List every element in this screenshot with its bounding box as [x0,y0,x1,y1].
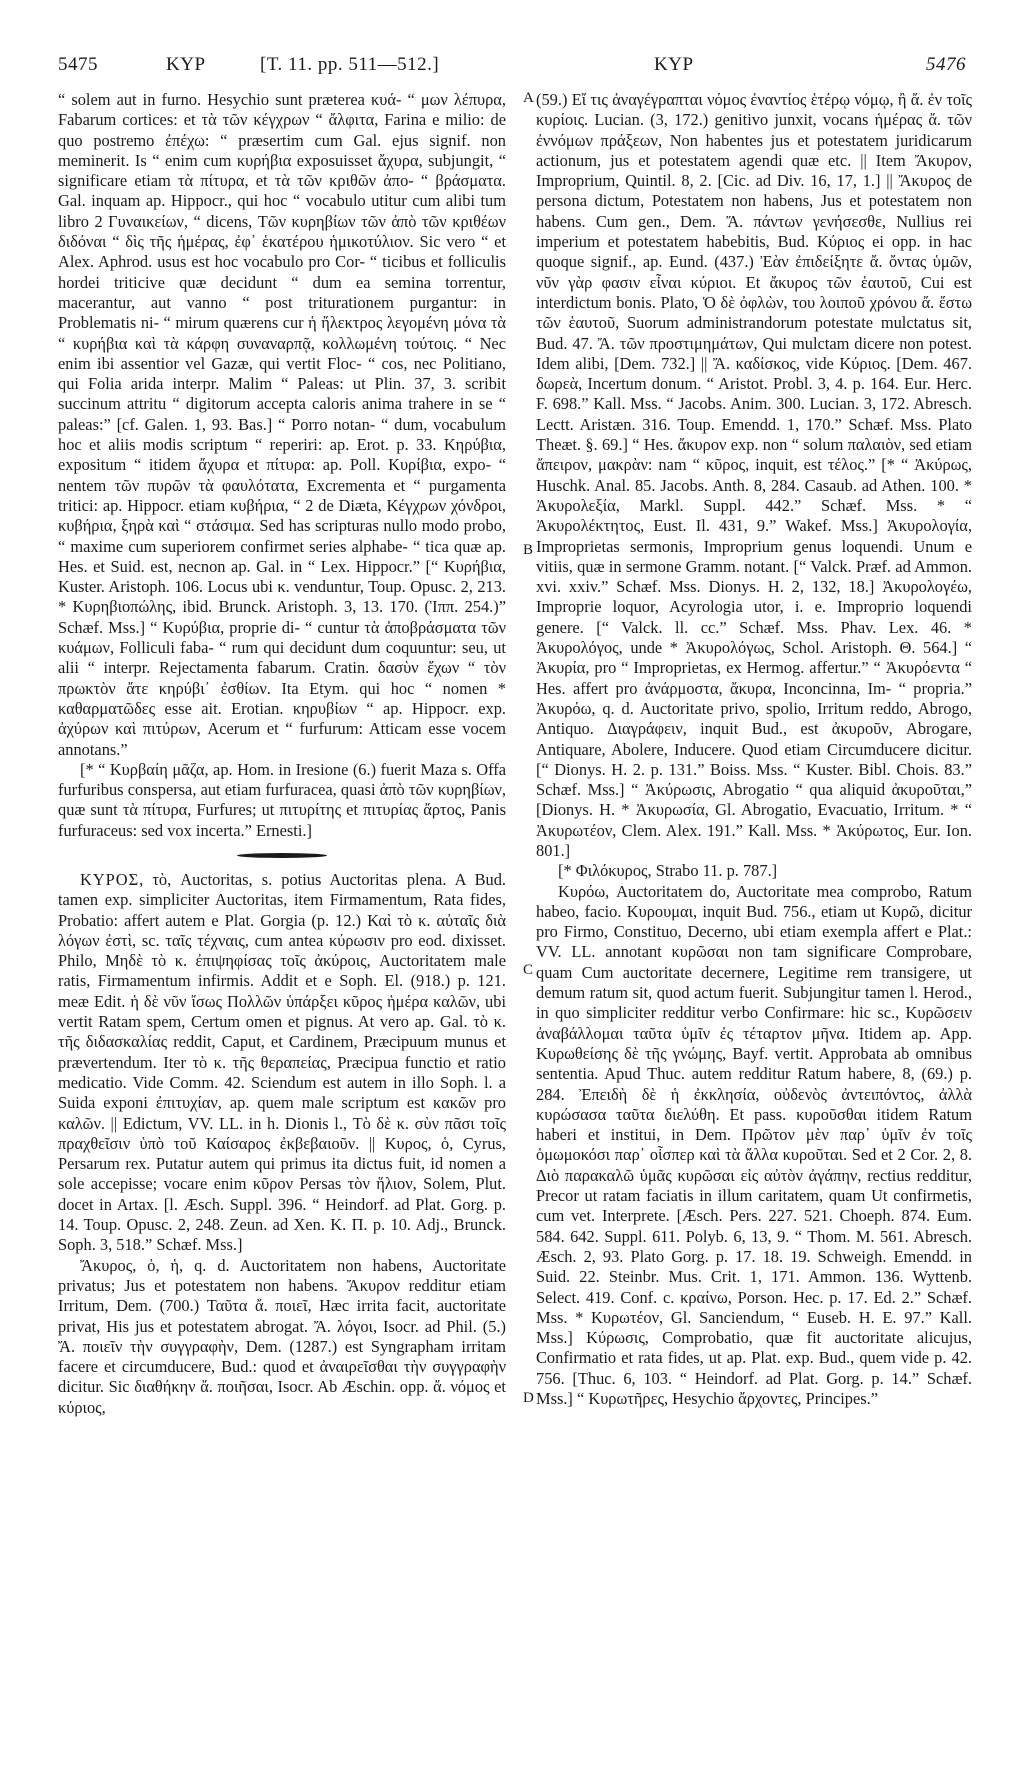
margin-letter-a: A [523,90,534,106]
entry-akyros-continued: (59.) Εἴ τις ἀναγέγραπται νόμος ἐναντίος ἑτέρῳ νόμῳ, ἢ ἄ. ἐν τοῖς κυρίοις. Lucian. (3, 172.) genitivo junxit, vocans ἡμέρας ἄ. τῶν ἐννόμων πράξεων, Non habentes jus et potestatem juridicarum actionum, jus et potestatem agendi quæ etc. || Item Ἄκυρον, Improprium, Quintil. 8, 2. [Cic. ad Div. 16, 17, 1.] || Ἄκυρος de persona dictum, Potestatem non habens, Jus et potestatem non habens. Cum gen., Dem. Ἄ. πάντων γενήσεσθε, Nullius rei imperium et potestatem habebitis, Bud. Κύριος ei opp. in hac quoque signif., ap. Eund. (437.) Ἐὰν ἐπιδείξητε ἄ. ὄντας ὑμῶν, νῦν γὰρ φασιν εἶναι κύριοι. Et ἄκυρος τῶν ἑαυτοῦ, Cui est interdictum bonis. Plato, Ὁ δὲ ὀφλὼν, του λοιποῦ χρόνου ἄ. ἔστω τῶν ἑαυτοῦ, Suorum administrandorum potestate mulctatus sit, Bud. 47. Ἄ. τῶν προστιμημάτων, Qui mulctam dicere non potest. Idem alibi, [Dem. 732.] || Ἄ. καδίσκος, vide Κύριος. [Dem. 467. δωρεὰ, Incertum donum. “ Aristot. Probl. 3, 4. p. 164. Eur. Herc. F. 698.” Kall. Mss. “ Jacobs. Anim. 300. Lucian. 3, 172. Abresch. Lectt. Aristæn. 316. Toup. Emendd. 1, 170.” Schæf. Mss. Plato Theæt. §. 69.] “ Hes. ἄκυρον exp. non “ solum παλαιὸν, sed etiam ἄπειρον, μακρὰν: nam “ κῦρος, inquit, est τέλος.” [* “ Ἀκύρως, Huschk. Anal. 85. Jacobs. Anth. 8, 284. Casaub. ad Athen. 100. * Ἀκυρολεξία, Markl. Suppl. 442.” Schæf. Mss. * “ Ἀκυρολέκτητος, Eust. Il. 431, 9.” Wakef. Mss.] Ἀκυρολογία, Improprietas sermonis, Improprium genus loquendi. Unum e vitiis, quæ in sermone Gramm. notant. [“ Valck. Præf. ad Ammon. xvi. xxiv.” Schæf. Mss. Dionys. H. 2, 132, 18.] Ἀκυρολογέω, Improprie loquor, Acyrologia utor, i. e. Improprio loquendi genere. [“ Valck. ll. cc.” Schæf. Mss. Phav. Lex. 46. * Ἀκυρολόγος, unde * Ἀκυρολόγως, Schol. Aristoph. Θ. 564.] “ Ἀκυρία, pro “ Improprietas, ex Hermog. affertur.” “ Ἀκυρόεντα “ Hes. affert pro ἀνάρμοστα, ἄκυρα, Inconcinna, Im- “ propria.” Ἀκυρόω, q. d. Auctoritate privo, spolio, Irritum reddo, Abrogo, Antiquo. Διαγράφειν, inquit Bud., est ἀκυροῦν, Abrogare, Antiquare, Abolere, Inducere. Quod etiam Circumducere dicitur. [“ Dionys. H. 2. p. 131.” Boiss. Mss. “ Kuster. Bibl. Chois. 83.” Schæf. Mss.] “ Ἀκύρωσις, Abrogatio “ qua aliquid ἀκυροῦται,” [Dionys. H. * Ἀκυρωσία, Gl. Abrogatio, Evacuatio, Irritum. * “ Ἀκυρωτέον, Clem. Alex. 191.” Kall. Mss. * Ἀκύρωτος, Eur. Ion. 801.] [536,90,972,860]
right-column-number: 5476 [926,54,966,75]
section-divider [237,853,327,858]
margin-letter-b: B [523,542,534,558]
headword-kyros: ΚΥΡΟΣ [80,869,140,889]
margin-letter-d: D [523,1390,534,1406]
entry-kyros-body: , τὸ, Auctoritas, s. potius Auctoritas plena. A Bud. tamen exp. simpliciter Auctoritas, item Firmamentum, Rata fides, Probatio: affert autem e Plat. Gorgia (p. 12.) Καὶ τὸ κ. αὐταῖς διὰ λόγων ἐστὶ, sc. ταῖς τέχναις, cum antea κύρωσιν pro eod. dixisset. Philo, Μηδὲ τὸ κ. ἐπιψηφίσας τοῖς ἀκύροις, Auctoritatem male ratis, Firmamentum infirmis. Addit et e Soph. El. (918.) p. 121. meæ Edit. ἡ δὲ νῦν ἴσως Πολλῶν ὑπάρξει κῦρος ἡμέρα καλῶν, ubi vertit Ratam spem, Certum omen et pignus. At vero ap. Gal. τὸ κ. τῆς διδασκαλίας reddit, Caput, et Cardinem, Præcipuum munus et prævertendum. Iter τὸ κ. τῆς θεραπείας, Præcipua functio et ratio medicatio. Vide Comm. 42. Sciendum est autem in illo Soph. l. a Suida exponi ἐπιτυχίαν, ap. quem male scriptum est κακῶν pro καλῶν. || Edictum, VV. LL. in h. Dionis l., Τὸ δὲ κ. σὺν πᾶσι τοῖς πραχθεῖσιν ὑπὸ τοῦ Καίσαρος ἐκβεβαιοῦν. || Κυρος, ὁ, Cyrus, Persarum rex. Putatur autem qui primus ita dictus fuit, id nomen a sole accepisse; vocare enim κῦρον Persas τὸν ἥλιον, Solem, Plut. docet in Artax. [l. Æsch. Suppl. 396. “ Heindorf. ad Plat. Gorg. p. 14. Toup. Opusc. 2, 248. Zeun. ad Xen. K. Π. p. 10. Adj., Brunck. Soph. 3, 518.” Schæf. Mss.] [58,869,506,1255]
entry-note-kyrbaie: [* “ Κυρβαίη μᾶζα, ap. Hom. in Iresione (6.) fuerit Maza s. Offa furfuribus conspersa, aut etiam furfuracea, quasi ἀπὸ τῶν κυρηβίων, quæ sunt τὰ πίτυρα, Furfures; ut πιτυρίτης et πιτυρίας ἄρτος, Panis furfuraceus: sed vox incerta.” Ernesti.] [58,759,506,840]
right-running-word: ΚΥΡ [654,54,694,75]
entry-philokyros: [* Φιλόκυρος, Strabo 11. p. 787.] [558,861,778,881]
left-running-word: ΚΥΡ [166,54,206,75]
left-column [58,90,506,1709]
volume-reference: [T. 11. pp. 511—512.] [260,54,440,75]
entry-kyroo: Κυρόω, Auctoritatem do, Auctoritate mea comprobo, Ratum habeo, facio. Κυρουμαι, inquit Bud. 756., etiam ut Κυρῶ, dicitur pro Firmo, Constituo, Decerno, ubi etiam exempla affert e Plat.: VV. LL. annotant κυρῶσαι non tam significare Comprobare, quam Cum auctoritate decernere, Legitime rem transigere, ut demum ratum sit, quod actum fuerit. Subjungitur tamen l. Herod., in quo simpliciter redditur verbo Confirmare: hic sc., Κυρῶσειν ἀναβάλλομαι ταῦτα ὑμῖν ἐς τέταρτον μῆνα. Itidem ap. App. Κυρωθείσης δὲ τῆς γνώμης, Bayf. vertit. Approbata ab omnibus sententia. Apud Thuc. autem redditur Ratum habere, 8, (69.) p. 284. Ἐπειδὴ δὲ ἡ ἐκκλησία, οὐδενὸς ἀντειπόντος, ἀλλὰ κυρώσασα ταῦτα διελύθη. Et pass. κυροῦσθαι itidem Ratum haberi et institui, in Dem. Πρῶτον μὲν παρ᾽ ὑμῖν ἐν τοῖς ὁμωμοκόσι παρ᾽ οἷσπερ καὶ τὰ ἄλλα κυροῦται. Sed et 2 Cor. 2, 8. Διὸ παρακαλῶ ὑμᾶς κυρῶσαι εἰς αὐτὸν ἀγάπην, rectius redditur, Precor ut ratam faciatis in illum caritatem, quam Ut confirmetis, cum vet. Interprete. [Æsch. Pers. 227. 521. Choeph. 874. Eum. 584. 642. Suppl. 611. Polyb. 6, 13, 9. “ Thom. M. 561. Abresch. Æsch. 2, 93. Plato Gorg. p. 17. 18. 19. Schweigh. Emendd. in Suid. 22. Steinbr. Mus. Crit. 1, 171. Ammon. 136. Wyttenb. Select. 419. Conf. c. κραίνω, Porson. Hec. p. 17. Ed. 2.” Schæf. Mss. * Κυρωτέον, Gl. Sanciendum, “ Euseb. H. E. 97.” Kall. Mss.] Κύρωσις, Comprobatio, quæ fit auctoritate alicujus, Confirmatio et rata fides, ut ap. Plat. exp. Bud., quem vide p. 42. 756. [Thuc. 6, 103. “ Heindorf. ad Plat. Gorg. p. 14.” Schæf. Mss.] “ Κυρωτῆρες, Hesychio ἄρχοντες, Principes.” [536,881,972,1408]
margin-letter-c: C [523,962,534,978]
entry-continuation: “ solem aut in furno. Hesychio sunt præterea κυά- “ μων λέπυρα, Fabarum cortices: et τὰ τῶν κέγχρων “ ἄλφιτα, Farina e milio: de quo postremo ἐπέχω: “ præsertim cum Gal. ejus signif. non meminerit. Is “ enim cum κυρήβια exposuisset ἄχυρα, subjungit, “ significare etiam τὰ πίτυρα, et τὰ τῶν κριθῶν ἀπο- “ βράσματα. Gal. inquam ap. Hippocr., qui hoc “ vocabulo utitur cum alibi tum libro 2 Γυναικείων, “ dicens, Τῶν κυρηβίων τῶν ἀπὸ τῶν κριθέων διδόναι “ δὶς τῆς ἡμέρας, ἐφ᾽ ἑκατέρου ἡμικοτύλιον. Sic vero “ et Alex. Aphrod. usus est hoc vocabulo pro Cor- “ ticibus et folliculis hordei triticive quæ decidunt “ dum ea semina torrentur, macerantur, aut vanno “ post triturationem purgantur: in Problematis ni- “ mirum quærens cur ἡ ἤλεκτρος λεγομένη μόνα τὰ “ κυρήβια καὶ τὰ κάρφη συναναρπᾷ, κολλωμένη τούτοις. “ Nec enim ibi assentior vel Gazæ, qui vertit Floc- “ cos, nec Politiano, qui Folia arida interpr. Malim “ Paleas: ut Plin. 37, 3. scribit succinum attritu “ digitorum accepta caloris anima trahere in se “ paleas:” [cf. Galen. 1, 93. Bas.] “ Porro notan- “ dum, vocabulum hoc et aliis modis scriptum “ reperiri: ap. Erot. p. 33. Κηρύβια, expositum “ itidem ἄχυρα et πίτυρα: ap. Poll. Κυρίβια, expo- “ nentem τῶν πυρῶν τὰ φαυλότατα, Excrementa et “ purgamenta tritici: ap. Hippocr. etiam κυβήρια, “ 2 de Diæta, Κέγχρων χόνδροι, κυβήρια, ξηρὰ καὶ “ στάσιμα. Sed has scripturas nullo modo probo, “ maxime cum superiorem confirmet series alphabe- “ tica quæ ap. Hes. et Suid. est, necnon ap. Gal. in “ Lex. Hippocr.” [“ Κυρήβια, Kuster. Aristoph. 106. Locus ubi κ. venduntur, Toup. Opusc. 2, 213. * Κυρηβιοπώλης, ibid. Brunck. Aristoph. 3, 13. 170. (Ἱππ. 254.)” Schæf. Mss.] “ Κυρύβια, proprie di- “ cuntur τὰ ἀποβράσματα τῶν κυάμων, Folliculi faba- “ rum qui decidunt dum coquuntur: seu, ut alii “ interpr. Rejectamenta fabarum. Cratin. δασὺν ἔχων “ τὸν πρωκτὸν ἄτε κηρύβι᾽ ἐσθίων. Ita Etym. qui hoc “ nomen * καθαρματῶδες esse ait. Erotian. κηρυβίων “ ap. Hippocr. exp. ἀχύρων καὶ πιτύρων, Acerum et “ furfurum: Atticam esse vocem annotans.” [58,90,506,759]
left-column-number: 5475 [58,54,98,75]
text-columns [58,90,972,1709]
entry-akyros: Ἄκυρος, ὁ, ἡ, q. d. Auctoritatem non habens, Auctoritate privatus; Jus et potestatem non habens. Ἄκυρον redditur etiam Irritum, Dem. (700.) Ταῦτα ἄ. ποιεῖ, Hæc irrita facit, auctoritate privat, His jus et potestatem abrogat. Ἄ. λόγοι, Isocr. ad Phil. (5.) Ἄ. ποιεῖν τὴν συγγραφὴν, Dem. (1287.) est Syngrapham irritam facere et circumducere, Bud.: quod et ἀναιρεῖσθαι τὴν συγγραφὴν dicitur. Sic διαθήκην ἄ. ποιῆσαι, Isocr. Ab Æschin. opp. ἄ. νόμος et κύριος, [58,1255,506,1417]
running-header [58,54,966,94]
entry-kyros [58,870,506,1256]
right-column [536,90,972,1709]
